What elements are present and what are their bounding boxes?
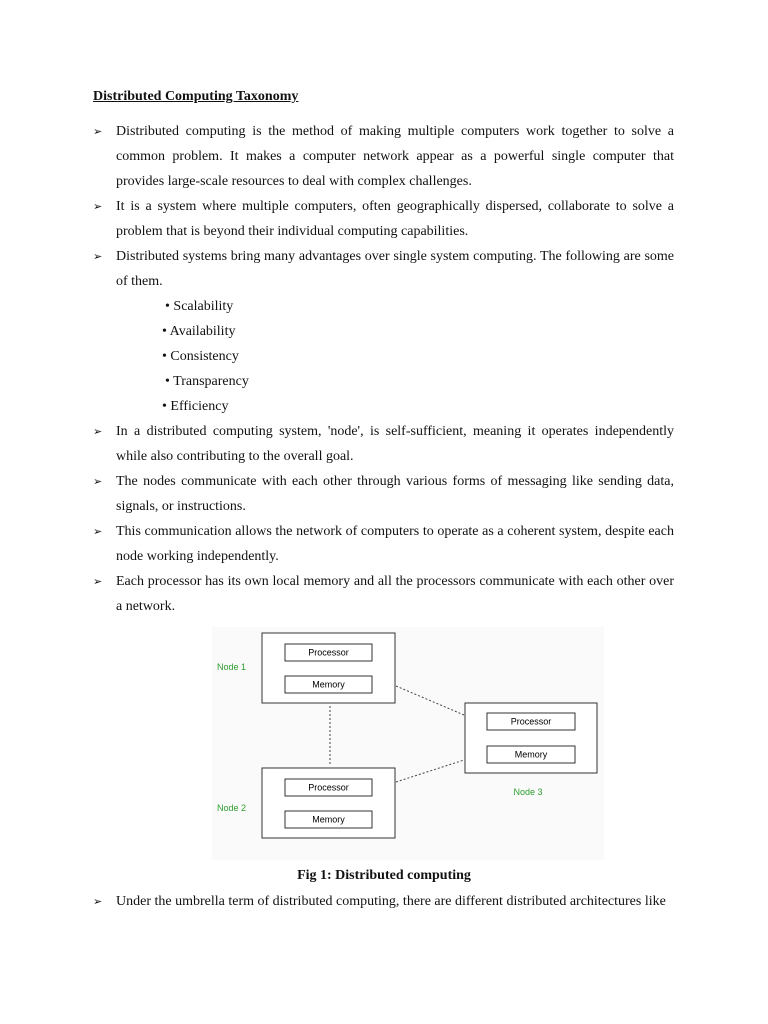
list-item xyxy=(93,419,674,469)
arrow-bullet-icon: ➢ xyxy=(93,575,103,588)
node2-memory-label: Memory xyxy=(312,814,345,825)
advantage-item: • Scalability xyxy=(165,299,234,314)
bullet-text: Under the umbrella term of distributed computing, there are different distributed architectures like xyxy=(116,894,666,909)
arrow-bullet-icon: ➢ xyxy=(93,200,103,213)
node3-processor-label: Processor xyxy=(510,716,552,727)
bullet-text: This communication allows the network of computers to operate as a coherent system, despite each node working independently. xyxy=(116,524,674,564)
bullet-list xyxy=(93,119,674,619)
link-node2-node3 xyxy=(396,760,464,782)
document-title: Distributed Computing Taxonomy xyxy=(93,89,299,104)
node1-processor-label: Processor xyxy=(308,647,349,658)
node2-label: Node 2 xyxy=(217,803,247,813)
arrow-bullet-icon: ➢ xyxy=(93,895,103,908)
advantage-item: • Consistency xyxy=(162,349,239,364)
list-item xyxy=(93,194,674,244)
list-item xyxy=(93,569,674,619)
list-item xyxy=(93,469,674,519)
distributed-computing-figure xyxy=(212,627,604,860)
bullet-text: Each processor has its own local memory and all the processors communicate with each other over a network. xyxy=(116,574,674,614)
node3-memory-label: Memory xyxy=(514,749,548,760)
arrow-bullet-icon: ➢ xyxy=(93,125,103,138)
advantages-list xyxy=(116,294,674,419)
bullet-text: In a distributed computing system, 'node', is self-sufficient, meaning it operates independently while also contributing to the overall goal. xyxy=(116,424,674,464)
bullet-text: Distributed computing is the method of making multiple computers work together to solve a common problem. It makes a computer network appear as a powerful single computer that provides large-scale resources to deal with complex challenges. xyxy=(116,124,674,189)
arrow-bullet-icon: ➢ xyxy=(93,250,103,263)
bullet-text: It is a system where multiple computers, often geographically dispersed, collaborate to solve a problem that is beyond their individual computing capabilities. xyxy=(116,199,674,239)
node2-processor-label: Processor xyxy=(308,782,349,793)
arrow-bullet-icon: ➢ xyxy=(93,425,103,438)
bullet-text: Distributed systems bring many advantages over single system computing. The following are some of them. xyxy=(116,249,674,289)
link-node1-node3 xyxy=(396,686,464,715)
node1-memory-label: Memory xyxy=(312,679,345,690)
arrow-bullet-icon: ➢ xyxy=(93,525,103,538)
node1-label: Node 1 xyxy=(217,662,247,672)
advantage-item: • Efficiency xyxy=(162,399,229,414)
list-item xyxy=(93,519,674,569)
arrow-bullet-icon: ➢ xyxy=(93,475,103,488)
figure-caption: Fig 1: Distributed computing xyxy=(297,868,471,883)
bullet-text: The nodes communicate with each other through various forms of messaging like sending data, signals, or instructions. xyxy=(116,474,674,514)
list-item xyxy=(93,119,674,194)
node3-label: Node 3 xyxy=(513,787,543,797)
bullet-list-continued xyxy=(93,889,674,914)
list-item xyxy=(93,889,674,914)
advantage-item: • Transparency xyxy=(165,374,249,389)
list-item xyxy=(93,244,674,419)
figure-diagram xyxy=(212,627,604,860)
advantage-item: • Availability xyxy=(162,324,236,339)
